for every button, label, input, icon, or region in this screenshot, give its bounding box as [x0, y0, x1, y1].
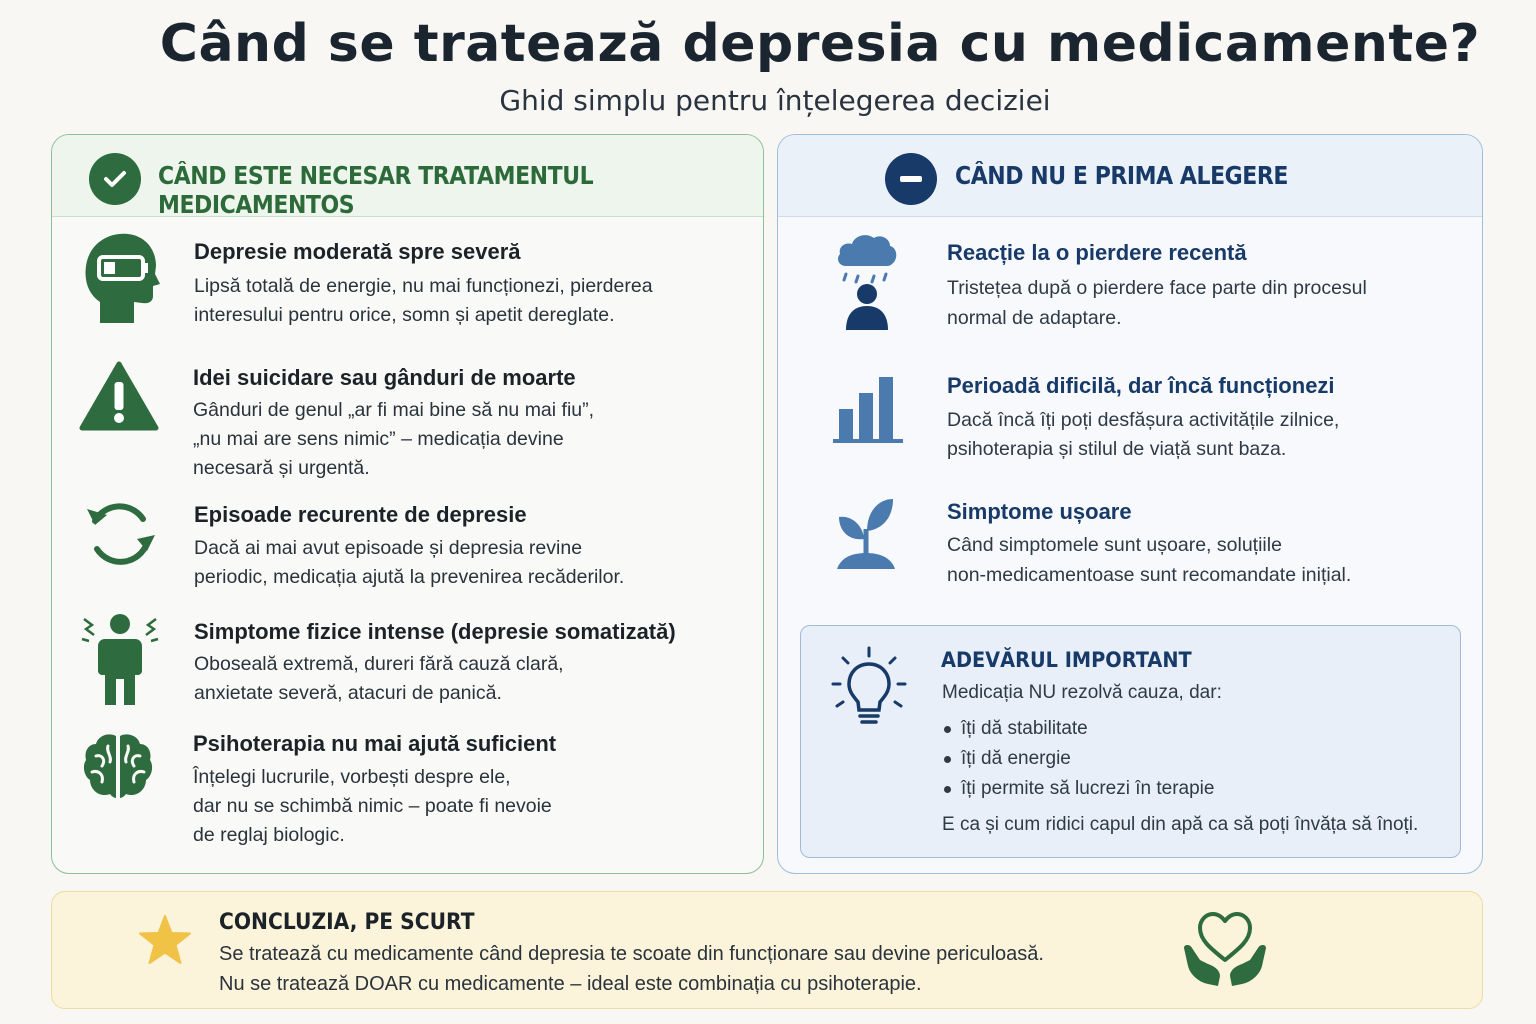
- star-icon: [138, 914, 192, 971]
- check-circle-icon: [89, 153, 141, 205]
- item-title: Psihoterapia nu mai ajută suficient: [193, 731, 557, 756]
- item-line: normal de adaptare.: [947, 307, 1122, 329]
- item-line: psihoterapia și stilul de viață sunt baza.: [947, 438, 1287, 460]
- head-low-battery-icon: [82, 230, 162, 330]
- left-panel: [51, 134, 764, 874]
- item-line: Dacă încă îți poți desfășura activitățile zilnice,: [947, 409, 1340, 431]
- left-panel-title: CÂND ESTE NECESAR TRATAMENTUL MEDICAMENTOS: [158, 161, 594, 219]
- sprout-icon: [833, 495, 899, 576]
- item-line: „nu mai are sens nimic” – medicația devine: [193, 428, 564, 450]
- item-line: Gânduri de genul „ar fi mai bine să nu mai fiu”,: [193, 399, 595, 421]
- item-line: non-medicamentoase sunt recomandate inițial.: [947, 564, 1352, 586]
- page-subtitle: Ghid simplu pentru înțelegerea deciziei: [499, 84, 1051, 117]
- list-item: îți dă energie: [942, 744, 1214, 774]
- item-line: Oboseală extremă, dureri fără cauză clară,: [194, 653, 564, 675]
- conclusion-line: Nu se tratează DOAR cu medicamente – ideal este combinația cu psihoterapie.: [219, 973, 922, 995]
- list-item: îți permite să lucrezi în terapie: [942, 774, 1214, 804]
- item-line: Lipsă totală de energie, nu mai funcționezi, pierderea: [194, 275, 653, 297]
- item-title: Perioadă dificilă, dar încă funcționezi: [947, 373, 1335, 398]
- item-line: de reglaj biologic.: [193, 824, 345, 846]
- rain-cloud-person-icon: [834, 232, 900, 337]
- brain-icon: [82, 732, 154, 805]
- recurring-cycle-icon: [81, 495, 159, 578]
- item-line: Dacă ai mai avut episoade și depresia revine: [194, 537, 583, 559]
- warning-triangle-icon: [79, 360, 159, 437]
- item-title: Depresie moderată spre severă: [194, 239, 521, 264]
- callout-intro: Medicația NU rezolvă cauza, dar:: [942, 682, 1222, 703]
- item-line: periodic, medicația ajută la prevenirea recăderilor.: [194, 566, 625, 588]
- callout-title: ADEVĂRUL IMPORTANT: [941, 648, 1192, 672]
- conclusion-line: Se tratează cu medicamente când depresia te scoate din funcționare sau devine periculoasă.: [219, 943, 1044, 965]
- person-stress-icon: [80, 611, 160, 712]
- item-line: Înțelegi lucrurile, vorbești despre ele,: [193, 766, 511, 788]
- minus-circle-icon: [885, 153, 937, 205]
- item-line: necesară și urgentă.: [193, 457, 370, 479]
- item-title: Episoade recurente de depresie: [194, 502, 527, 527]
- item-title: Simptome fizice intense (depresie somatizată): [194, 619, 676, 644]
- item-line: Tristețea după o pierdere face parte din procesul: [947, 277, 1367, 299]
- lightbulb-icon: [829, 646, 909, 735]
- item-line: anxietate severă, atacuri de panică.: [194, 682, 502, 704]
- callout-list: [942, 714, 1214, 804]
- right-panel: [777, 134, 1483, 874]
- left-panel-header: [52, 135, 763, 217]
- item-line: Când simptomele sunt ușoare, soluțiile: [947, 534, 1282, 556]
- item-title: Idei suicidare sau gânduri de moarte: [193, 365, 576, 390]
- page-title: Când se tratează depresia cu medicamente?: [159, 14, 1481, 74]
- bar-chart-icon: [831, 375, 905, 450]
- item-line: dar nu se schimbă nimic – poate fi nevoie: [193, 795, 552, 817]
- conclusion-title: CONCLUZIA, PE SCURT: [219, 910, 475, 935]
- important-truth-callout: [800, 625, 1461, 858]
- callout-note: E ca și cum ridici capul din apă ca să poți învăța să înoți.: [942, 814, 1419, 835]
- heart-hands-icon: [1180, 908, 1270, 997]
- right-panel-header: [778, 135, 1482, 217]
- item-line: interesului pentru orice, somn și apetit dereglate.: [194, 304, 615, 326]
- conclusion-box: [51, 891, 1483, 1009]
- item-title: Simptome ușoare: [947, 499, 1132, 524]
- list-item: îți dă stabilitate: [942, 714, 1214, 744]
- right-panel-title: CÂND NU E PRIMA ALEGERE: [955, 161, 1288, 190]
- item-title: Reacție la o pierdere recentă: [947, 240, 1247, 265]
